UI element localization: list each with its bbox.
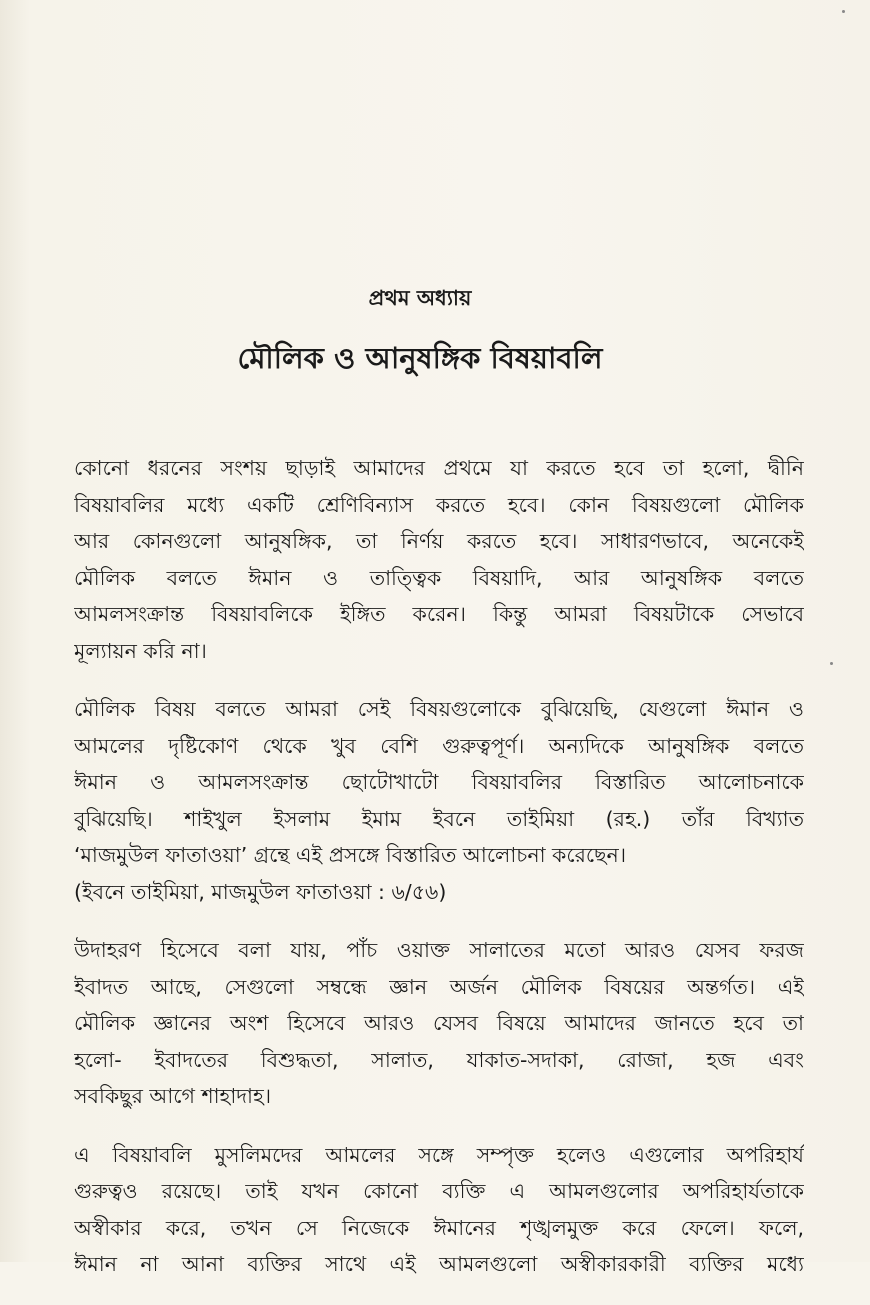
text-line: ঈমান ও আমলসংক্রান্ত ছোটোখাটো বিষয়াবলির বিস্তারিত আলোচনাকে: [74, 770, 804, 794]
text-line: বুঝিয়েছি। শাইখুল ইসলাম ইমাম ইবনে তাইমিয়া (রহ.) তাঁর বিখ্যাত: [74, 806, 804, 831]
text-line: আমলসংক্রান্ত বিষয়াবলিকে ইঙ্গিত করেন। কিন্তু আমরা বিষয়টাকে সেভাবে: [74, 602, 804, 626]
text-line: উদাহরণ হিসেবে বলা যায়, পাঁচ ওয়াক্ত সালাতের মতো আরও যেসব ফরজ: [74, 938, 804, 962]
body-text: [74, 450, 804, 1305]
text-line: গুরুত্বও রয়েছে। তাই যখন কোনো ব্যক্তি এ আমলগুলোর অপরিহার্যতাকে: [74, 1179, 804, 1203]
text-line: অস্বীকার করে, তখন সে নিজেকে ঈমানের শৃঙ্খলমুক্ত করে ফেলে। ফলে,: [74, 1215, 804, 1240]
paragraph-2: [74, 691, 804, 910]
text-line: মূল্যায়ন করি না।: [74, 638, 207, 663]
text-line: ঈমান না আনা ব্যক্তির সাথে এই আমলগুলো অস্বীকারকারী ব্যক্তির মধ্যে: [74, 1252, 804, 1276]
text-line: মৌলিক বলতে ঈমান ও তাত্ত্বিক বিষয়াদি, আর আনুষঙ্গিক বলতে: [74, 565, 804, 590]
chapter-title: মৌলিক ও আনুষঙ্গিক বিষয়াবলি: [237, 341, 603, 375]
paragraph-3: [74, 932, 804, 1115]
paragraph-4: [74, 1137, 804, 1283]
text-line: এ বিষয়াবলি মুসলিমদের আমলের সঙ্গে সম্পৃক্ত হলেও এগুলোর অপরিহার্য: [74, 1142, 804, 1167]
text-line: কোনো ধরনের সংশয় ছাড়াই আমাদের প্রথমে যা করতে হবে তা হলো, দ্বীনি: [74, 456, 804, 480]
text-line: সবকিছুর আগে শাহাদাহ।: [74, 1084, 272, 1108]
text-line: ইবাদত আছে, সেগুলো সম্বন্ধে জ্ঞান অর্জন মৌলিক বিষয়ের অন্তর্গত। এই: [74, 974, 804, 999]
text-line: মৌলিক জ্ঞানের অংশ হিসেবে আরও যেসব বিষয়ে আমাদের জানতে হবে তা: [74, 1011, 804, 1035]
text-line: আর কোনগুলো আনুষঙ্গিক, তা নির্ণয় করতে হবে। সাধারণভাবে, অনেকেই: [74, 529, 804, 553]
paper-speck: [842, 10, 845, 13]
paper-speck: [830, 662, 833, 665]
citation-line: (ইবনে তাইমিয়া, মাজমুউল ফাতাওয়া : ৬/৫৬): [74, 879, 447, 904]
text-line: হলো- ইবাদতের বিশুদ্ধতা, সালাত, যাকাত-সদাকা, রোজা, হজ এবং: [74, 1047, 804, 1072]
paragraph-1: [74, 450, 804, 669]
text-line: মৌলিক বিষয় বলতে আমরা সেই বিষয়গুলোকে বুঝিয়েছি, যেগুলো ঈমান ও: [74, 697, 804, 721]
text-line: বিষয়াবলির মধ্যে একটি শ্রেণিবিন্যাস করতে হবে। কোন বিষয়গুলো মৌলিক: [74, 492, 804, 517]
text-line: আমলের দৃষ্টিকোণ থেকে খুব বেশি গুরুত্বপূর্ণ। অন্যদিকে আনুষঙ্গিক বলতে: [74, 733, 804, 758]
chapter-label: প্রথম অধ্যায়: [368, 286, 472, 310]
text-line: ‘মাজমুউল ফাতাওয়া’ গ্রন্থে এই প্রসঙ্গে বিস্তারিত আলোচনা করেছেন।: [74, 843, 627, 867]
